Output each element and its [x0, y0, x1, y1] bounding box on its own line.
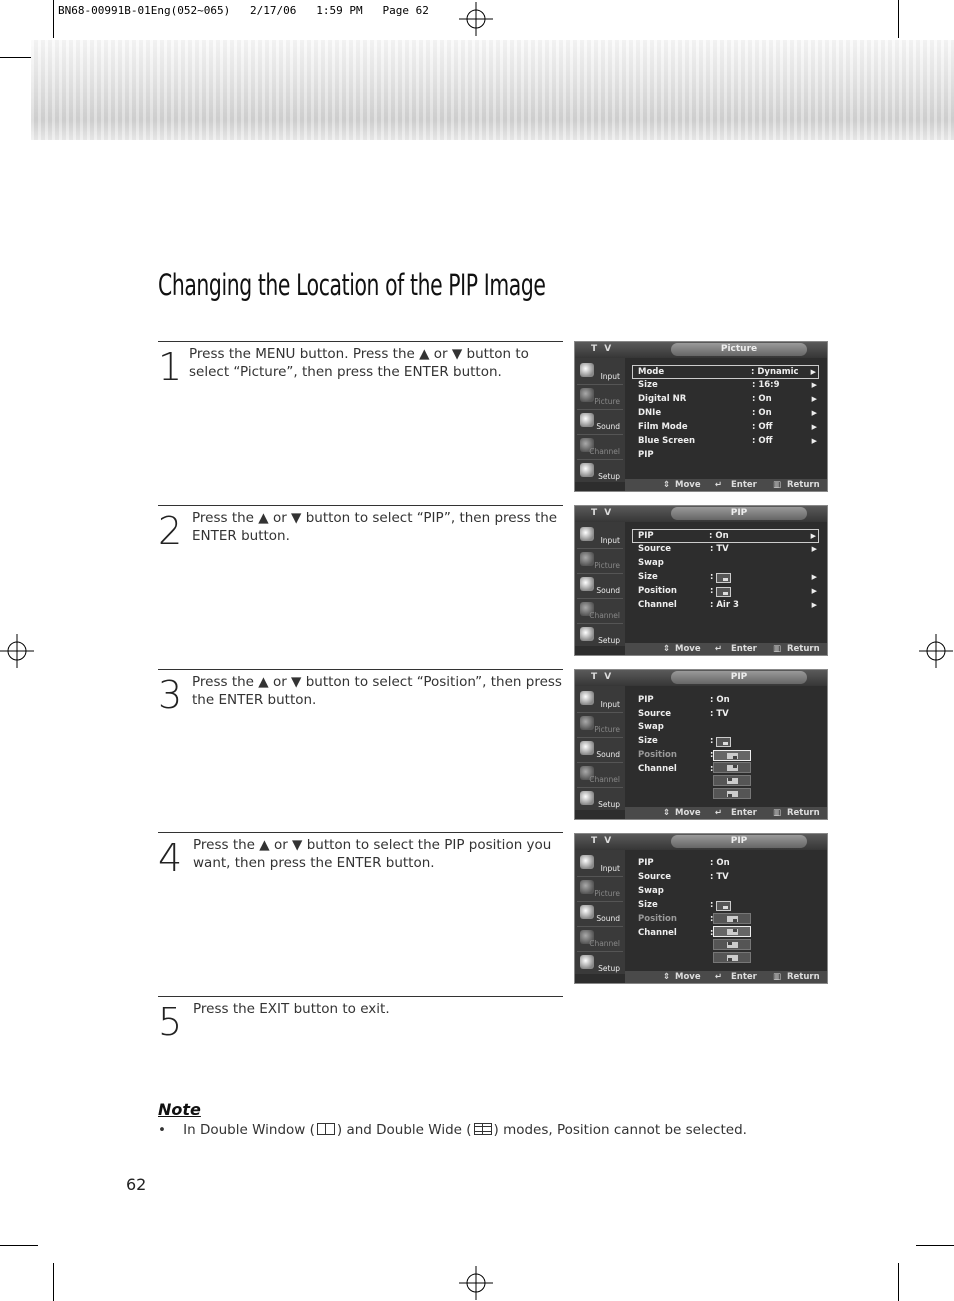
double-wide-icon: [474, 1123, 492, 1135]
input-icon: [580, 363, 594, 377]
note-text-part: ) and Double Wide (: [336, 1122, 472, 1138]
picture-icon: [580, 388, 594, 402]
step-number: 5: [158, 1000, 183, 1044]
registration-mark-icon: [459, 1266, 493, 1300]
move-icon: ⇕: [663, 644, 671, 654]
osd-side-setup[interactable]: Setup: [577, 624, 623, 648]
position-option-bottom-left[interactable]: [713, 952, 751, 963]
osd-row-channel[interactable]: Channel :: [638, 764, 714, 774]
osd-side-picture[interactable]: Picture: [577, 385, 623, 410]
crop-mark: [53, 1263, 54, 1301]
step-text: Press the MENU button. Press the ▲ or ▼ button to select “Picture”, then press the ENTER button.: [189, 346, 529, 380]
osd-tv-label: T V: [591, 508, 614, 518]
osd-sidebar: [575, 850, 625, 974]
step-number: 3: [158, 673, 183, 717]
osd-side-picture[interactable]: Picture: [577, 877, 623, 902]
sound-icon: [580, 413, 594, 427]
registration-mark-icon: [459, 2, 493, 36]
step-text: Press the ▲ or ▼ button to select “PIP”, then press the ENTER button.: [192, 510, 558, 544]
position-option-top-right[interactable]: [713, 926, 751, 937]
step-number: 2: [158, 509, 183, 553]
registration-mark-icon: [919, 634, 953, 668]
step-4: [158, 832, 563, 880]
osd-row-swap[interactable]: Swap: [638, 886, 664, 896]
enter-icon: ↵: [715, 972, 723, 982]
osd-title: PIP: [671, 835, 807, 848]
move-icon: ⇕: [663, 972, 671, 982]
step-2: [158, 505, 563, 553]
position-option-bottom-right[interactable]: [713, 913, 751, 924]
position-option-bottom-right[interactable]: [713, 750, 751, 761]
return-icon: ▥: [773, 972, 782, 982]
osd-row-digital-nr[interactable]: Digital NR : On ▶: [638, 394, 817, 404]
step-number: 1: [158, 345, 183, 389]
pip-size-icon: [716, 737, 731, 747]
return-icon: ▥: [773, 644, 782, 654]
osd-side-sound[interactable]: Sound: [577, 902, 623, 927]
sound-icon: [580, 577, 594, 591]
picture-icon: [580, 716, 594, 730]
registration-mark-icon: [0, 634, 34, 668]
osd-sidebar: [575, 358, 625, 482]
picture-icon: [580, 880, 594, 894]
step-3: [158, 669, 563, 717]
step-5: [158, 996, 563, 1044]
osd-side-channel[interactable]: Channel: [577, 599, 623, 624]
sound-icon: [580, 905, 594, 919]
note-text-part: ) modes, Position cannot be selected.: [493, 1122, 747, 1138]
picture-icon: [580, 552, 594, 566]
setup-gear-icon: [580, 955, 594, 969]
osd-side-input[interactable]: Input: [577, 524, 623, 549]
osd-tv-label: T V: [591, 836, 614, 846]
osd-row-dnie[interactable]: DNIe : On ▶: [638, 408, 817, 418]
osd-row-pip[interactable]: PIP : On ▶: [632, 529, 819, 543]
osd-row-size[interactable]: Size : 16:9 ▶: [638, 380, 817, 390]
osd-side-channel[interactable]: Channel: [577, 927, 623, 952]
input-icon: [580, 527, 594, 541]
osd-side-picture[interactable]: Picture: [577, 713, 623, 738]
crop-mark: [898, 0, 899, 38]
note-text-part: In Double Window (: [183, 1122, 315, 1138]
osd-side-input[interactable]: Input: [577, 360, 623, 385]
osd-row-blue-screen[interactable]: Blue Screen : Off ▶: [638, 436, 817, 446]
osd-side-sound[interactable]: Sound: [577, 410, 623, 435]
osd-tv-label: T V: [591, 344, 614, 354]
osd-footer: ⇕ Move ↵ Enter ▥ Return: [625, 807, 827, 819]
osd-row-size[interactable]: Size :: [633, 898, 819, 912]
page-title: Changing the Location of the PIP Image: [158, 268, 546, 302]
step-number: 4: [158, 836, 183, 880]
setup-gear-icon: [580, 791, 594, 805]
note-heading: Note: [158, 1100, 201, 1119]
osd-sidebar: [575, 686, 625, 810]
osd-row-size[interactable]: Size :: [633, 734, 819, 748]
osd-title: PIP: [671, 671, 807, 684]
osd-row-channel[interactable]: Channel :: [638, 928, 714, 938]
osd-row-position[interactable]: Position :: [638, 750, 714, 760]
osd-row-source[interactable]: Source : TV: [638, 872, 729, 882]
osd-row-pip[interactable]: PIP : On: [638, 858, 730, 868]
osd-pip-position-list: [574, 669, 828, 820]
position-option-top-left[interactable]: [713, 939, 751, 950]
osd-row-swap[interactable]: Swap: [638, 722, 664, 732]
osd-sidebar: [575, 522, 625, 646]
pip-size-icon: [716, 901, 731, 911]
enter-icon: ↵: [715, 480, 723, 490]
osd-row-source[interactable]: Source : TV: [638, 709, 729, 719]
osd-footer: ⇕ Move ↵ Enter ▥ Return: [625, 643, 827, 655]
osd-picture-menu: [574, 341, 828, 492]
osd-title: Picture: [671, 343, 807, 356]
osd-row-mode[interactable]: Mode : Dynamic ▶: [632, 365, 819, 379]
osd-side-channel[interactable]: Channel: [577, 763, 623, 788]
move-icon: ⇕: [663, 480, 671, 490]
osd-tv-label: T V: [591, 672, 614, 682]
enter-icon: ↵: [715, 644, 723, 654]
crop-mark: [916, 1245, 954, 1246]
osd-side-setup[interactable]: Setup: [577, 952, 623, 976]
osd-row-film-mode[interactable]: Film Mode : Off ▶: [638, 422, 817, 432]
osd-footer: ⇕ Move ↵ Enter ▥ Return: [625, 479, 827, 491]
return-icon: ▥: [773, 480, 782, 490]
return-icon: ▥: [773, 808, 782, 818]
osd-row-swap[interactable]: Swap: [638, 558, 664, 568]
position-option-top-right[interactable]: [713, 762, 751, 773]
osd-side-sound[interactable]: Sound: [577, 574, 623, 599]
input-icon: [580, 691, 594, 705]
crop-mark: [0, 1245, 38, 1246]
setup-gear-icon: [580, 627, 594, 641]
setup-gear-icon: [580, 463, 594, 477]
osd-side-channel[interactable]: Channel: [577, 435, 623, 460]
osd-side-sound[interactable]: Sound: [577, 738, 623, 763]
osd-row-source[interactable]: Source : TV ▶: [638, 544, 817, 554]
page-number: 62: [126, 1175, 147, 1194]
osd-row-pip[interactable]: PIP: [638, 450, 654, 460]
pip-position-icon: [716, 587, 731, 597]
osd-side-setup[interactable]: Setup: [577, 788, 623, 812]
sound-icon: [580, 741, 594, 755]
osd-pip-position-select: [574, 833, 828, 984]
step-text: Press the EXIT button to exit.: [193, 1001, 390, 1017]
osd-title: PIP: [671, 507, 807, 520]
step-text: Press the ▲ or ▼ button to select the PIP position you want, then press the ENTER button.: [193, 837, 552, 871]
osd-row-channel[interactable]: Channel : Air 3 ▶: [638, 600, 817, 610]
header-banner: [31, 40, 954, 140]
osd-side-picture[interactable]: Picture: [577, 549, 623, 574]
note-text: [158, 1122, 747, 1138]
osd-row-position[interactable]: Position : ▶: [638, 586, 817, 596]
step-text: Press the ▲ or ▼ button to select “Position”, then press the ENTER button.: [192, 674, 562, 708]
pip-size-icon: [716, 573, 731, 583]
step-1: [158, 341, 563, 389]
osd-pip-menu: [574, 505, 828, 656]
input-icon: [580, 855, 594, 869]
osd-side-input[interactable]: Input: [577, 688, 623, 713]
osd-side-setup[interactable]: Setup: [577, 460, 623, 484]
position-option-top-left[interactable]: [713, 775, 751, 786]
move-icon: ⇕: [663, 808, 671, 818]
note-bullet: •: [158, 1122, 166, 1138]
double-window-icon: [317, 1123, 335, 1135]
enter-icon: ↵: [715, 808, 723, 818]
crop-mark: [898, 1263, 899, 1301]
osd-row-position[interactable]: Position :: [638, 914, 714, 924]
crop-mark: [53, 0, 54, 38]
osd-side-input[interactable]: Input: [577, 852, 623, 877]
print-header: BN68-00991B-01Eng(052~065) 2/17/06 1:59 PM Page 62: [58, 4, 429, 17]
osd-footer: ⇕ Move ↵ Enter ▥ Return: [625, 971, 827, 983]
position-option-bottom-left[interactable]: [713, 788, 751, 799]
osd-row-size[interactable]: Size : ▶: [638, 572, 817, 582]
osd-row-pip[interactable]: PIP : On: [638, 695, 730, 705]
